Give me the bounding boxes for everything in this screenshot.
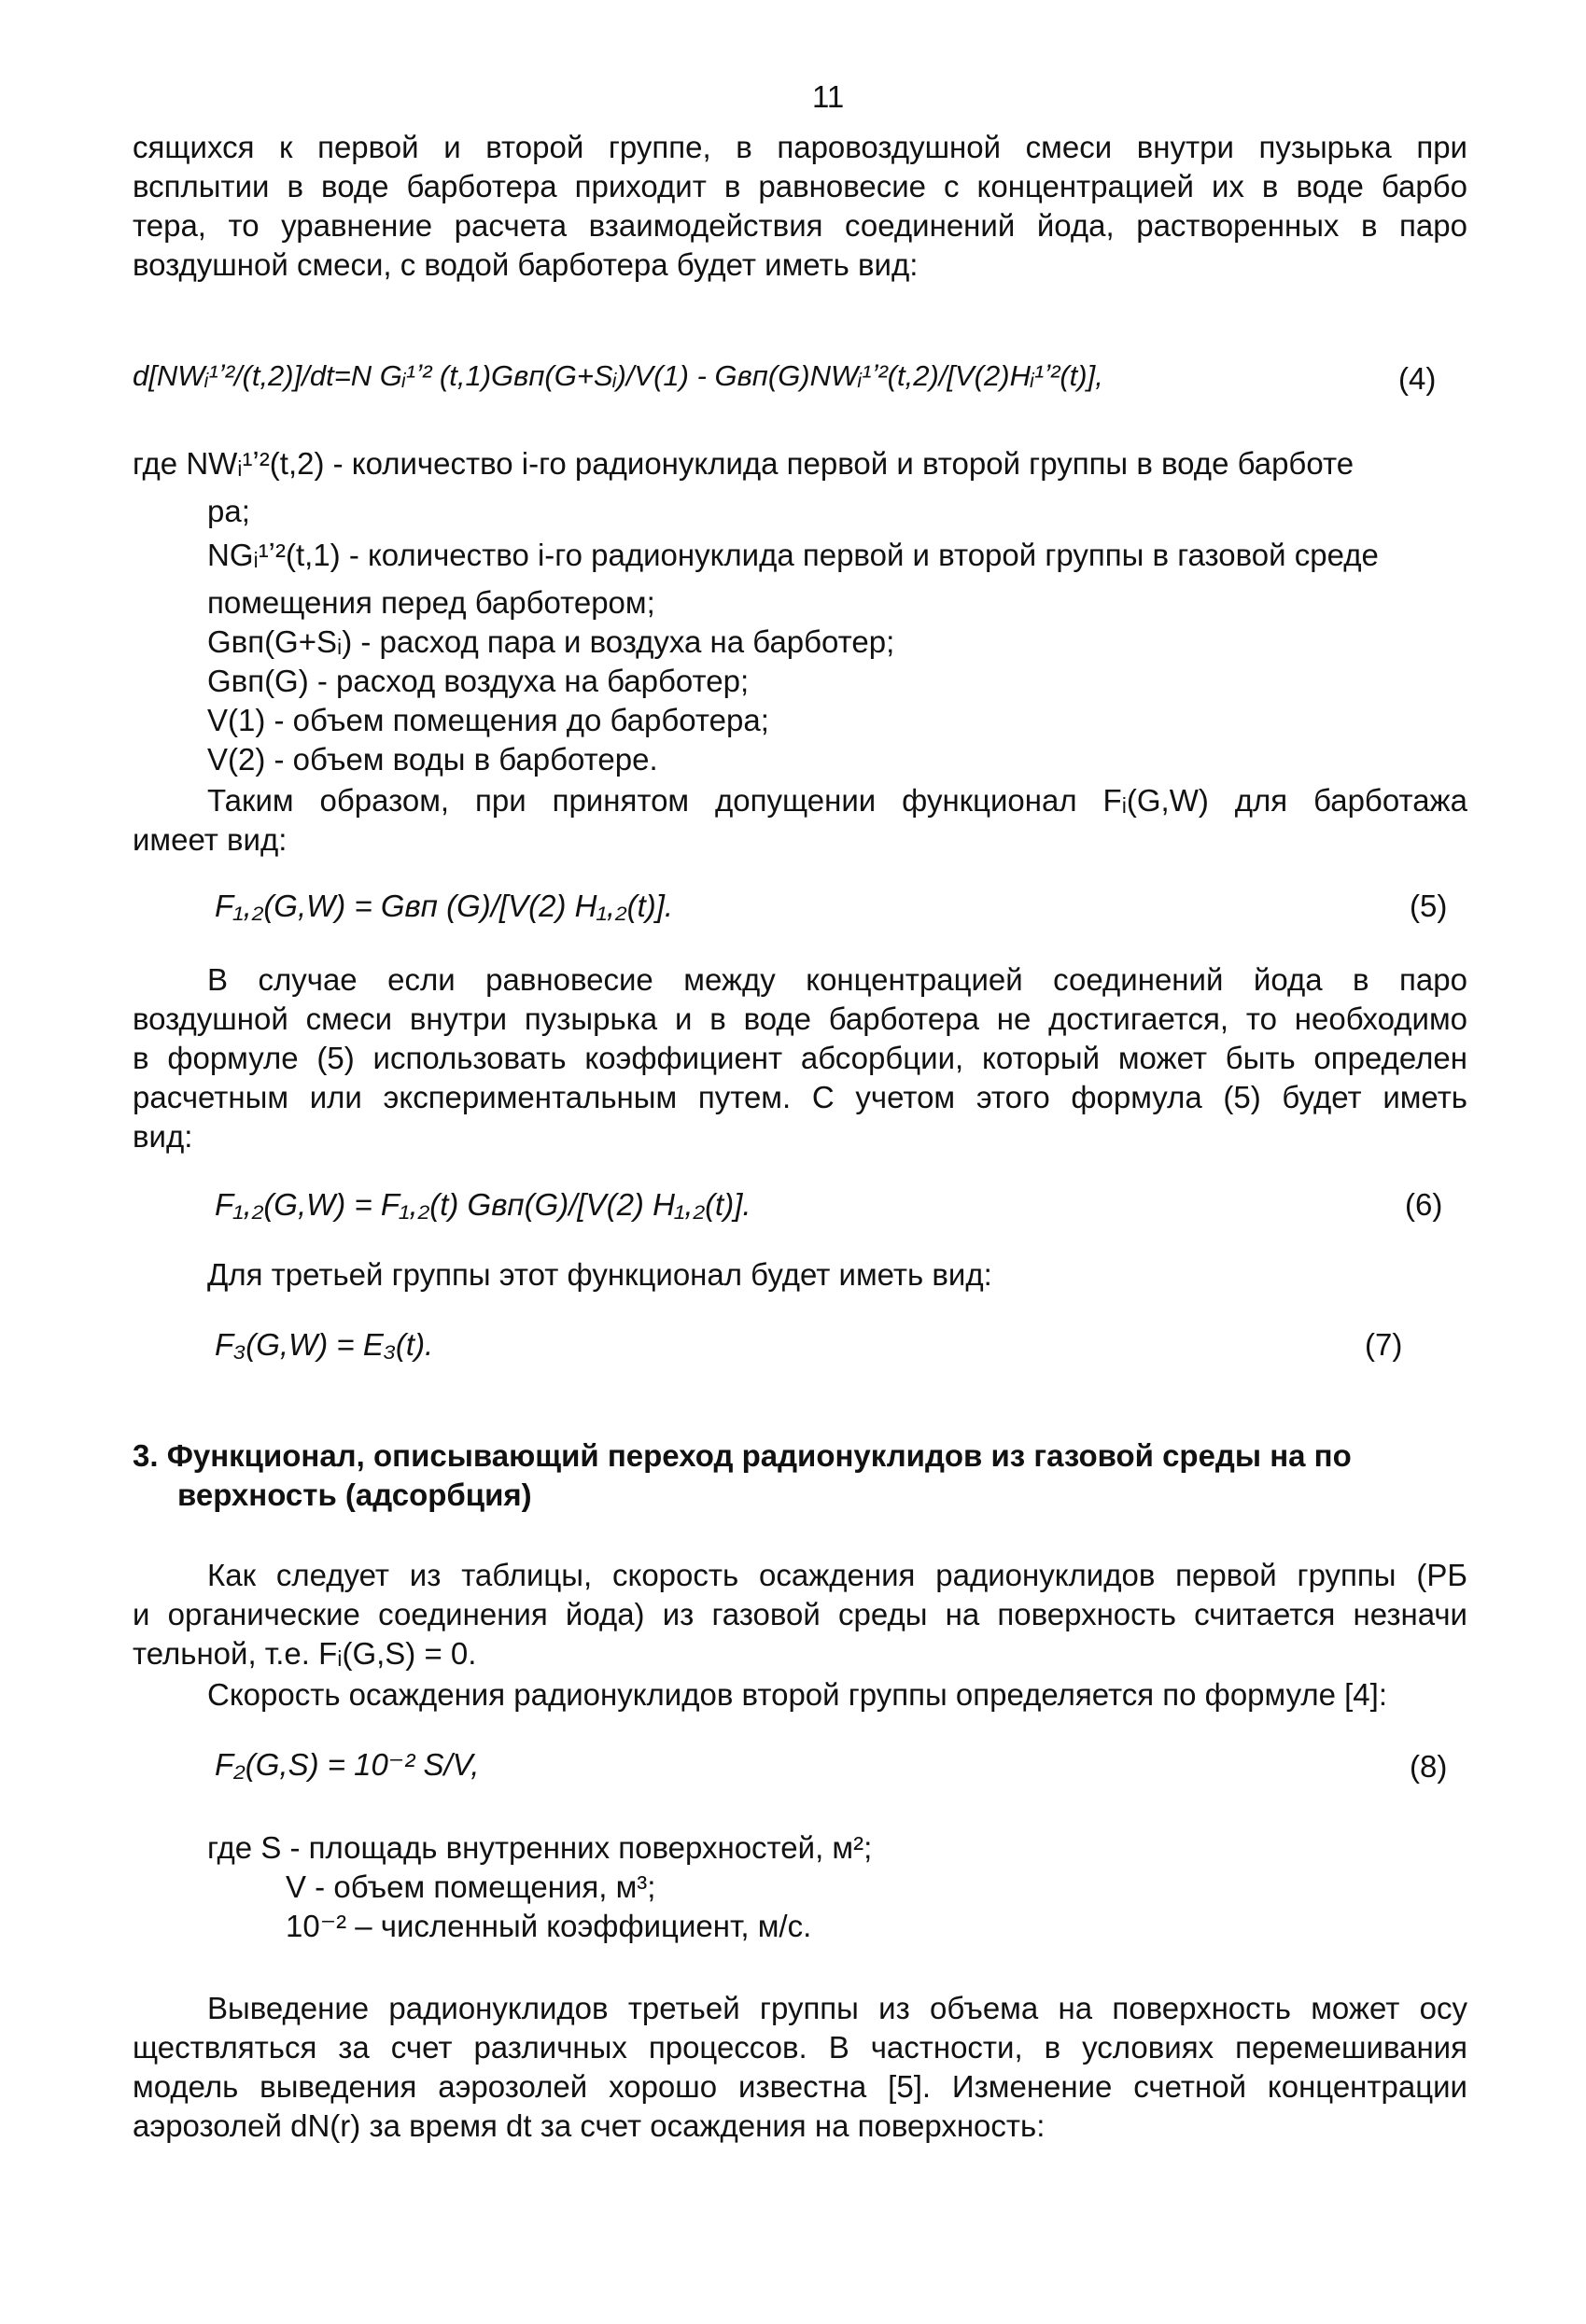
paragraph-line: аэрозолей dN(r) за время dt за счет осаждения на поверхность: (133, 2108, 1046, 2143)
paragraph-line: Для третьей группы этот функционал будет иметь вид: (207, 1257, 992, 1292)
definition-line: где NWᵢ¹ʼ²(t,2) - количество i-го радионуклида первой и второй группы в воде барботе (133, 446, 1354, 481)
definition-line: помещения перед барботером; (207, 585, 655, 620)
paragraph-line: воздушной смеси, с водой барботера будет иметь вид: (133, 247, 919, 282)
paragraph-line: ществляться за счет различных процессов. В частности, в условиях перемешивания (133, 2030, 1467, 2065)
equation-6: F₁,₂(G,W) = F₁,₂(t) Gвп(G)/[V(2) H₁,₂(t)]. (215, 1187, 751, 1222)
section-heading: 3. Функционал, описывающий переход радионуклидов из газовой среды на по (133, 1438, 1352, 1473)
paragraph-line: воздушной смеси внутри пузырька и в воде барботера не достигается, то необходимо (133, 1001, 1467, 1036)
paragraph-line: сящихся к первой и второй группе, в паровоздушной смеси внутри пузырька при (133, 130, 1467, 164)
paragraph-line: тера, то уравнение расчета взаимодействия соединений йода, растворенных в паро (133, 208, 1467, 243)
equation-number: (7) (1365, 1327, 1403, 1362)
definition-line: ра; (207, 494, 250, 528)
paragraph-line: Скорость осаждения радионуклидов второй группы определяется по формуле [4]: (207, 1677, 1387, 1712)
definition-line: Gвп(G+Sᵢ) - расход пара и воздуха на барботер; (207, 624, 895, 659)
definition-line: V - объем помещения, м³; (286, 1869, 656, 1904)
equation-number: (4) (1398, 361, 1437, 396)
definition-line: V(1) - объем помещения до барботера; (207, 703, 769, 737)
definition-line: V(2) - объем воды в барботере. (207, 742, 658, 777)
paragraph-line: имеет вид: (133, 822, 288, 857)
page-number: 11 (812, 79, 845, 114)
equation-number: (5) (1410, 889, 1448, 923)
definition-line: где S - площадь внутренних поверхностей, м²; (207, 1830, 873, 1865)
paragraph-line: В случае если равновесие между концентрацией соединений йода в паро (207, 962, 1467, 997)
equation-number: (8) (1410, 1749, 1448, 1784)
equation-4: d[NWᵢ¹ʼ²/(t,2)]/dt=N Gᵢ¹ʼ² (t,1)Gвп(G+Sᵢ)/V(1) - Gвп(G)NWᵢ¹ʼ²(t,2)/[V(2)Hᵢ¹ʼ²(t)], (133, 359, 1103, 392)
definition-line: NGᵢ¹ʼ²(t,1) - количество i-го радионуклида первой и второй группы в газовой среде (207, 538, 1379, 572)
equation-7: F₃(G,W) = E₃(t). (215, 1327, 434, 1362)
paragraph-line: и органические соединения йода) из газовой среды на поверхность считается незначи (133, 1597, 1467, 1631)
paragraph-line: модель выведения аэрозолей хорошо известна [5]. Изменение счетной концентрации (133, 2069, 1467, 2104)
definition-line: 10⁻² – численный коэффициент, м/с. (286, 1909, 812, 1943)
definition-line: Gвп(G) - расход воздуха на барботер; (207, 664, 750, 698)
paragraph-line: Таким образом, при принятом допущении функционал Fᵢ(G,W) для барботажа (207, 783, 1467, 818)
paragraph-line: всплытии в воде барботера приходит в равновесие с концентрацией их в воде барбо (133, 169, 1467, 203)
paragraph-line: в формуле (5) использовать коэффициент абсорбции, который может быть определен (133, 1041, 1467, 1075)
section-heading: верхность (адсорбция) (177, 1477, 532, 1512)
paragraph-line: расчетным или экспериментальным путем. С учетом этого формула (5) будет иметь (133, 1080, 1467, 1114)
paragraph-line: тельной, т.е. Fᵢ(G,S) = 0. (133, 1636, 477, 1671)
equation-8: F₂(G,S) = 10⁻² S/V, (215, 1747, 480, 1782)
paragraph-line: вид: (133, 1119, 193, 1154)
equation-5: F₁,₂(G,W) = Gвп (G)/[V(2) H₁,₂(t)]. (215, 889, 674, 923)
paragraph-line: Как следует из таблицы, скорость осаждения радионуклидов первой группы (РБ (207, 1558, 1467, 1592)
paragraph-line: Выведение радионуклидов третьей группы из объема на поверхность может осу (207, 1991, 1467, 2025)
equation-number: (6) (1405, 1187, 1443, 1222)
